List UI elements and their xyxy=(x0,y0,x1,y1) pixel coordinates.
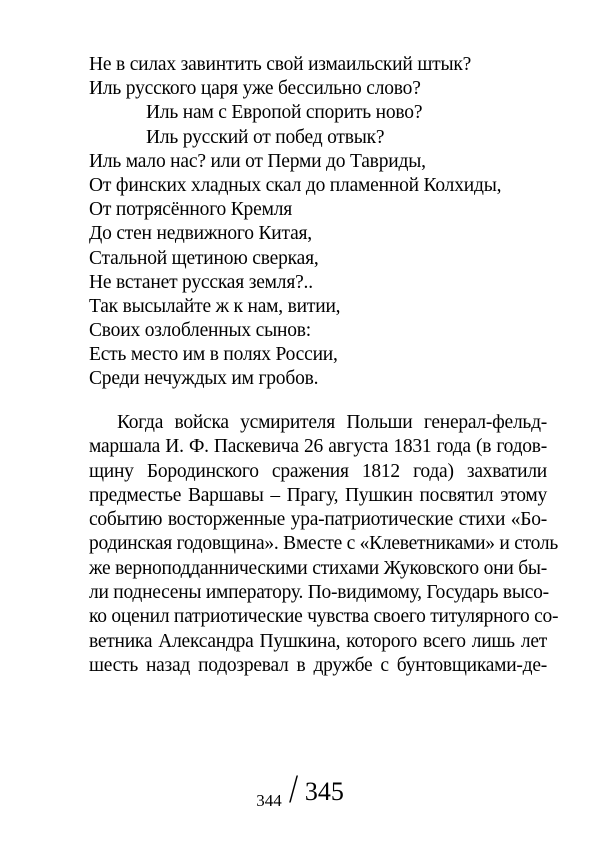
poem-line: От финских хладных скал до пламенной Колхиды, xyxy=(89,174,502,196)
prose-line: событию восторженные ура-патриотические стихи «Бо- xyxy=(89,509,547,531)
poem-line: Иль нам с Европой спорить ново? xyxy=(146,102,423,124)
poem-line: Среди нечуждых им гробов. xyxy=(89,368,319,390)
poem-line: Иль мало нас? или от Перми до Тавриды, xyxy=(89,150,426,172)
prose-line: маршала И. Ф. Паскевича 26 августа 1831 года (в годов- xyxy=(89,436,547,458)
poem-line: Есть место им в полях России, xyxy=(89,344,338,366)
page-number-left: 344 xyxy=(256,791,282,810)
prose-line: родинская годовщина». Вместе с «Клеветниками» и столь xyxy=(89,533,559,555)
poem-line: Своих озлобленных сынов: xyxy=(89,320,312,342)
poem-line: Не встанет русская земля?.. xyxy=(89,271,313,293)
prose-line: предместье Варшавы – Прагу, Пушкин посвятил этому xyxy=(89,484,547,506)
poem-line: До стен недвижного Китая, xyxy=(89,223,312,245)
poem-line: Стальной щетиною сверкая, xyxy=(89,247,319,269)
prose-paragraph xyxy=(89,411,559,678)
prose-line: ко оценил патриотические чувства своего титулярного со- xyxy=(89,606,559,628)
prose-line: ветника Александра Пушкина, которого всего лишь лет xyxy=(89,630,547,652)
prose-line: щину Бородинского сражения 1812 года) захватили xyxy=(89,460,547,482)
prose-line: ли поднесены императору. По-видимому, Государь высо- xyxy=(89,582,549,604)
prose-line: Когда войска усмирителя Польши генерал-фельд- xyxy=(117,412,547,433)
page-number-footer xyxy=(0,763,600,810)
poem-line: Не в силах завинтить свой измаильский штык? xyxy=(89,54,472,75)
poem-line: От потрясённого Кремля xyxy=(89,199,293,221)
prose-line: же верноподданническими стихами Жуковского они бы- xyxy=(89,557,547,579)
prose-line: шесть назад подозревал в дружбе с бунтовщиками-де- xyxy=(89,654,547,676)
poem-block xyxy=(89,53,559,392)
page-number-right: 345 xyxy=(304,777,344,806)
page-number-separator: / xyxy=(288,766,298,811)
poem-line: Иль русского царя уже бессильно слово? xyxy=(89,78,421,100)
poem-line: Так высылайте ж к нам, витии, xyxy=(89,295,341,317)
poem-line: Иль русский от побед отвык? xyxy=(146,126,385,148)
